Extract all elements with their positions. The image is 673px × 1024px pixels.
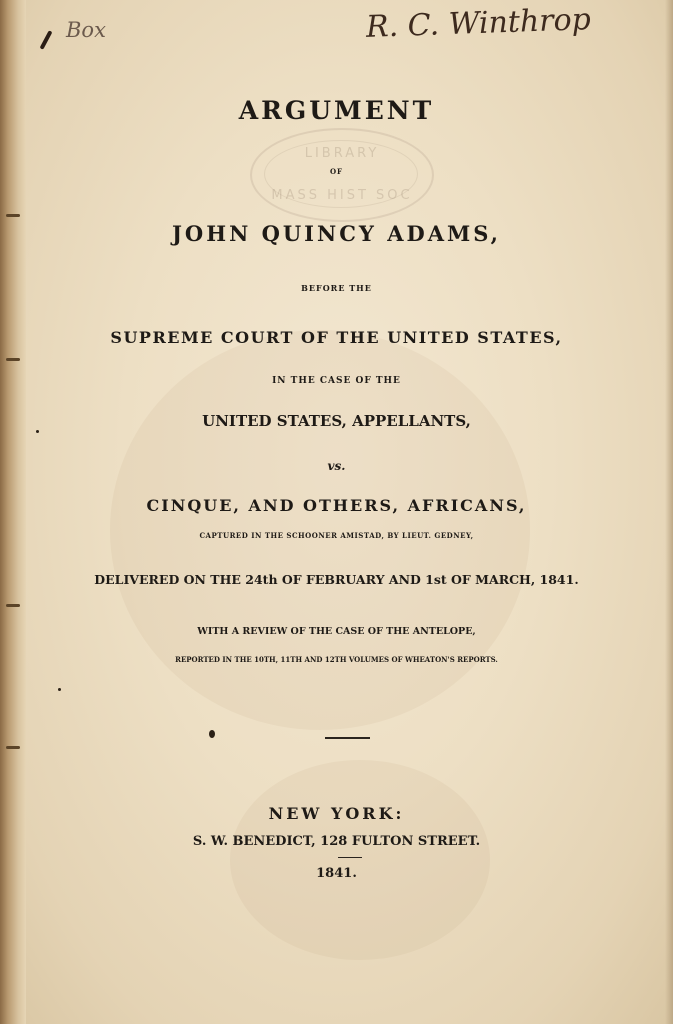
imprint-publisher: S. W. BENEDICT, 128 FULTON STREET.: [192, 834, 481, 849]
word-of: OF: [329, 167, 344, 176]
in-the-case-of: IN THE CASE OF THE: [272, 376, 401, 386]
captured-line: CAPTURED IN THE SCHOONER AMISTAD, BY LIEUT. GEDNEY,: [199, 531, 474, 540]
imprint-year: 1841.: [316, 866, 357, 881]
before-the: BEFORE THE: [301, 283, 372, 293]
imprint-city: NEW YORK:: [268, 804, 405, 823]
handwritten-note: Box: [66, 18, 106, 42]
review-line: WITH A REVIEW OF THE CASE OF THE ANTELOPE,: [197, 626, 476, 637]
binding-stitch: [6, 358, 20, 361]
respondents-line: CINQUE, AND OTHERS, AFRICANS,: [146, 496, 527, 515]
ornamental-rule: [325, 737, 370, 739]
versus: vs.: [327, 459, 346, 473]
ink-speck: [58, 688, 61, 691]
short-rule: [338, 857, 362, 858]
binding-stitch: [6, 214, 20, 217]
supreme-court-line: SUPREME COURT OF THE UNITED STATES,: [110, 328, 563, 347]
paper-stain: [110, 330, 530, 730]
binding-stitch: [6, 604, 20, 607]
ink-speck: [36, 430, 39, 433]
ink-mark: [40, 30, 53, 50]
appellants-line: UNITED STATES, APPELLANTS,: [202, 412, 471, 430]
stamp-text-top: LIBRARY: [304, 146, 380, 161]
author-name: JOHN QUINCY ADAMS,: [172, 221, 501, 246]
stamp-text-bottom: MASS HIST SOC: [271, 188, 413, 203]
title-argument: ARGUMENT: [238, 96, 435, 125]
handwritten-signature: R. C. Winthrop: [365, 2, 592, 45]
paper-stain: [230, 760, 490, 960]
ink-speck: [209, 730, 215, 738]
binding-stitch: [6, 746, 20, 749]
reported-line: REPORTED IN THE 10TH, 11TH AND 12TH VOLUMES OF WHEATON'S REPORTS.: [175, 655, 498, 664]
delivered-line: DELIVERED ON THE 24th OF FEBRUARY AND 1st OF MARCH, 1841.: [94, 572, 579, 587]
